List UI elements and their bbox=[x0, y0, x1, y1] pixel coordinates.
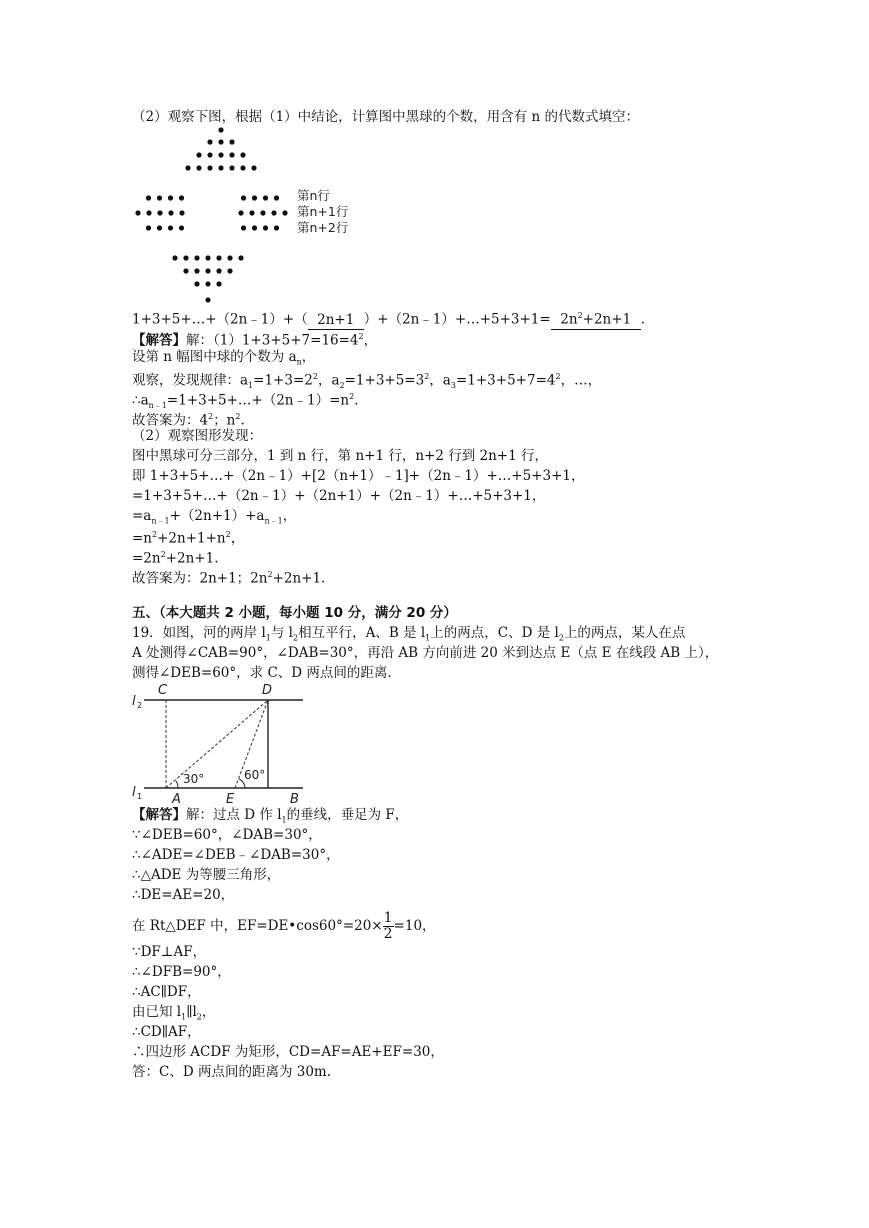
label-e: E bbox=[226, 792, 235, 806]
label-l2-sub: 2 bbox=[137, 701, 143, 710]
sol1-line5: 故答案为：$4^2$；$n^2$. bbox=[132, 412, 245, 429]
ball-dot bbox=[252, 195, 257, 200]
ball-dot bbox=[218, 152, 223, 157]
q2-prompt: （2）观察下图，根据（1）中结论，计算图中黑球的个数，用含有 n 的代数式填空： bbox=[132, 109, 639, 125]
ball-dot bbox=[241, 225, 246, 230]
label-a: A bbox=[172, 792, 181, 806]
angle-arc-a bbox=[176, 781, 178, 788]
q19-line2: A 处测得∠CAB=90°，∠DAB=30°，再沿 AB 方向前进 20 米到达点 E（点 E 在线段 AB 上）， bbox=[132, 645, 719, 661]
sol2-line13: 答：C、D 两点间的距离为 30m. bbox=[132, 1064, 332, 1080]
row-label-n-plus-1: 第n+1行 bbox=[297, 204, 349, 219]
sol2-line6: 在 Rt△DEF 中，EF=DE•cos60°=20× $\frac{1}{2}$ =10， bbox=[132, 910, 436, 942]
angle-label-60: 60° bbox=[244, 768, 266, 782]
sol2-line7: ∵DF⊥AF， bbox=[132, 944, 207, 960]
sol2-line3: ∴∠ADE=∠DEB﹣∠DAB=30°， bbox=[132, 847, 340, 863]
ball-dot bbox=[216, 268, 221, 273]
river-figure bbox=[128, 680, 308, 806]
ball-dot bbox=[240, 152, 245, 157]
ball-dot bbox=[271, 210, 276, 215]
ball-dot bbox=[179, 195, 184, 200]
sol2-line12: ∴四边形 ACDF 为矩形，CD=AF=AE+EF=30， bbox=[132, 1044, 444, 1060]
ball-dot bbox=[249, 210, 254, 215]
fill-suffix: . bbox=[640, 311, 646, 328]
ball-dot bbox=[238, 210, 243, 215]
ball-dot bbox=[238, 255, 243, 260]
ball-dot bbox=[241, 195, 246, 200]
ball-dot bbox=[135, 210, 140, 215]
sol2-line4: ∴△ADE 为等腰三角形， bbox=[132, 867, 281, 883]
sol2-line8: ∴∠DFB=90°， bbox=[132, 964, 231, 980]
ball-dot bbox=[172, 255, 177, 260]
sol1-line1: 【解答】解：$(1)1+3+5+7=16=4^2$， bbox=[132, 332, 378, 349]
sol1-line11: $=n^2+2n+1+n^2$， bbox=[132, 530, 245, 547]
ball-dot bbox=[260, 210, 265, 215]
dot-group bbox=[135, 127, 287, 302]
sol2-line5: ∴DE=AE=20， bbox=[132, 887, 235, 903]
ball-dot bbox=[168, 225, 173, 230]
ball-dot bbox=[216, 281, 221, 286]
ball-dot bbox=[218, 165, 223, 170]
label-d: D bbox=[262, 683, 273, 698]
ball-dot bbox=[207, 139, 212, 144]
q19-line1: 19．如图，河的两岸 $l_1$与 $l_2$相互平行，A、B 是 $l_1$上的两点，C、D 是 $l_2$上的两点，某人在点 bbox=[132, 625, 686, 643]
ball-dot bbox=[183, 255, 188, 260]
label-b: B bbox=[290, 792, 299, 806]
ball-dot bbox=[207, 152, 212, 157]
fraction-one-half: $\frac{1}{2}$ bbox=[383, 910, 393, 942]
ball-dot bbox=[196, 165, 201, 170]
ball-dot bbox=[194, 268, 199, 273]
sol2-line2: ∵∠DEB=60°，∠DAB=30°， bbox=[132, 827, 322, 843]
sol1-line8: 即 1+3+5+…+（2n﹣1）+[2（n+1）﹣1]+（2n﹣1）+…+5+3+1， bbox=[132, 468, 585, 484]
ball-dot bbox=[229, 139, 234, 144]
ball-dot bbox=[146, 225, 151, 230]
ball-dot bbox=[229, 165, 234, 170]
ball-dot bbox=[240, 165, 245, 170]
blank-1: 2n+1 bbox=[308, 311, 364, 330]
ball-dot bbox=[205, 281, 210, 286]
ball-dot bbox=[218, 127, 223, 132]
sol1-line3: 观察，发现规律：$a_1=1+3=2^2$，$a_2=1+3+5=3^2$，$a_3=1+3+5+7=4^2$，…， bbox=[132, 372, 602, 391]
angle-label-30: 30° bbox=[183, 772, 205, 786]
row-label-n-plus-2: 第n+2行 bbox=[297, 220, 349, 235]
ball-dot bbox=[146, 195, 151, 200]
ball-dot bbox=[274, 195, 279, 200]
section5-title: 五、（本大题共 2 小题，每小题 10 分，满分 20 分） bbox=[132, 605, 457, 621]
sol1-line9: =1+3+5+…+（2n﹣1）+（2n+1）+（2n﹣1）+…+5+3+1， bbox=[132, 488, 546, 504]
ball-dot bbox=[146, 210, 151, 215]
ball-dot bbox=[263, 225, 268, 230]
ball-dot bbox=[251, 165, 256, 170]
label-l1: l bbox=[132, 785, 136, 800]
label-l2: l bbox=[132, 694, 136, 709]
sol1-line13: 故答案为：2n+1；$2n^2+2n+1$. bbox=[132, 570, 326, 587]
label-l1-sub: 1 bbox=[137, 792, 143, 801]
sol1-line6: （2）观察图形发现： bbox=[132, 428, 263, 444]
ball-dot bbox=[157, 195, 162, 200]
blank-2: $2n^2+2n+1$ bbox=[551, 307, 641, 330]
sol1-line10: $=a_{n﹣1}+(2n+1)+a_{n﹣1}$， bbox=[132, 508, 297, 526]
sol1-line7: 图中黑球可分三部分，1 到 n 行，第 n+1 行，n+2 行到 2n+1 行， bbox=[132, 448, 548, 464]
ball-dot bbox=[205, 297, 210, 302]
sol2-line1: 【解答】解：过点 D 作 $l_1$的垂线，垂足为 F， bbox=[132, 807, 409, 825]
sol2-line11: ∴CD∥AF， bbox=[132, 1024, 201, 1040]
row-label-n: 第n行 bbox=[297, 188, 330, 203]
ball-dot bbox=[207, 165, 212, 170]
ball-dot bbox=[205, 268, 210, 273]
ball-dot bbox=[194, 281, 199, 286]
ball-dot bbox=[227, 255, 232, 260]
fill-line bbox=[132, 307, 645, 330]
ball-dot bbox=[218, 139, 223, 144]
ball-dot bbox=[196, 152, 201, 157]
ball-dot bbox=[216, 255, 221, 260]
sol1-line2: 设第 n 幅图中球的个数为 $a_n$， bbox=[132, 349, 316, 367]
ball-dot bbox=[282, 210, 287, 215]
ball-dot bbox=[229, 152, 234, 157]
ball-dot bbox=[194, 255, 199, 260]
ball-dot bbox=[168, 195, 173, 200]
ball-dot bbox=[185, 165, 190, 170]
ball-dot bbox=[205, 255, 210, 260]
fill-middle: ）+（2n﹣1）+…+5+3+1= bbox=[363, 311, 551, 328]
ball-dot bbox=[252, 225, 257, 230]
sol2-line10: 由已知 $l_1\parallel l_2$， bbox=[132, 1004, 216, 1022]
ball-dot bbox=[157, 210, 162, 215]
ball-dot bbox=[263, 195, 268, 200]
ball-dot bbox=[179, 210, 184, 215]
ball-dot bbox=[274, 225, 279, 230]
sol2-line9: ∴AC∥DF， bbox=[132, 984, 201, 1000]
dot-figure bbox=[125, 124, 365, 306]
ball-dot bbox=[168, 210, 173, 215]
ball-dot bbox=[179, 225, 184, 230]
ball-dot bbox=[227, 268, 232, 273]
ball-dot bbox=[183, 268, 188, 273]
fill-prefix: 1+3+5+…+（2n﹣1）+（ bbox=[132, 311, 308, 328]
sol1-line12: $=2n^2+2n+1$. bbox=[132, 550, 219, 567]
sol1-line4: $\therefore a_{n﹣1}=1+3+5+\dots+(2n﹣1)=n^2$. bbox=[132, 392, 359, 411]
ball-dot bbox=[157, 225, 162, 230]
q19-line3: 测得∠DEB=60°，求 C、D 两点间的距离. bbox=[132, 665, 392, 681]
label-c: C bbox=[158, 683, 168, 698]
